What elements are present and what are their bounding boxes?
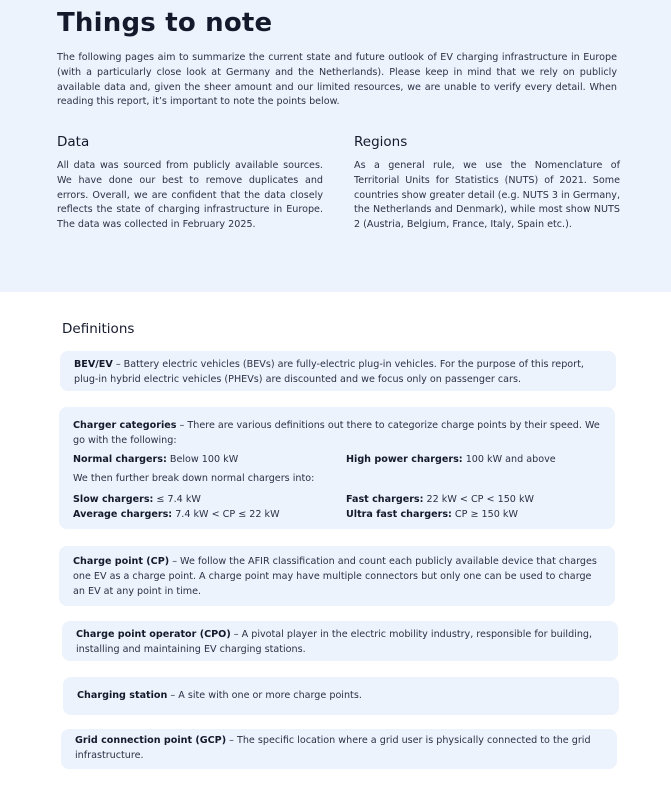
- definition-text: – Battery electric vehicles (BEVs) are fully-electric plug-in vehicles. For the purpose of this report, plug-in hybrid electric vehicles (PHEVs) are discounted and we focus only on passenger cars.: [74, 359, 584, 385]
- definition-text: – The specific location where a grid user is physically connected to the grid infrastructure.: [75, 735, 591, 761]
- definition-term: Charge point operator (CPO): [76, 629, 231, 640]
- definition-term: Charger categories: [73, 420, 177, 431]
- definition-text: – A site with one or more charge points.: [167, 690, 362, 701]
- regions-heading: Regions: [354, 134, 408, 150]
- definition-card-charger-categories: [59, 407, 615, 529]
- page-title: Things to note: [57, 8, 273, 38]
- definition-card-bev: [60, 351, 616, 391]
- data-heading: Data: [57, 134, 90, 150]
- definition-text: – A pivotal player in the electric mobility industry, responsible for building, installing and maintaining EV charging stations.: [76, 629, 593, 655]
- data-paragraph: All data was sourced from publicly available sources. We have done our best to remove duplicates and errors. Overall, we are confident that the data closely reflects the state of charging infrastructure in Europe. The data was collected in February 2025.: [57, 160, 323, 231]
- normal-chargers: Normal chargers: Below 100 kW: [73, 454, 239, 465]
- slow-chargers: Slow chargers: ≤ 7.4 kW: [73, 494, 201, 505]
- definition-card-charge-point: [59, 546, 615, 606]
- definition-term: Charging station: [77, 690, 168, 701]
- regions-paragraph: As a general rule, we use the Nomenclature of Territorial Units for Statistics (NUTS) of 2021. Some countries show greater detail (e.g. NUTS 3 in Germany, the Netherlands and Denmark), while most show NUTS 2 (Austria, Belgium, France, Italy, Spain etc.).: [354, 160, 620, 231]
- intro-paragraph: The following pages aim to summarize the current state and future outlook of EV charging infrastructure in Europe (with a particularly close look at Germany and the Netherlands). Please keep in mind that we rely on publicly available data and, given the sheer amount and our limited resources, we are unable to verify every detail. When reading this report, it’s important to note the points below.: [57, 52, 617, 108]
- definition-term: BEV/EV: [74, 359, 113, 370]
- average-chargers: Average chargers: 7.4 kW < CP ≤ 22 kW: [73, 509, 280, 520]
- definition-term: Grid connection point (GCP): [75, 735, 227, 746]
- definitions-heading: Definitions: [62, 321, 135, 337]
- fast-chargers: Fast chargers: 22 kW < CP < 150 kW: [346, 494, 534, 505]
- definition-card-charging-station: [63, 677, 619, 715]
- high-power-chargers: High power chargers: 100 kW and above: [346, 454, 556, 465]
- definition-text: – We follow the AFIR classification and count each publicly available device that charges one EV as a charge point. A charge point may have multiple connectors but only one can be used to charge an EV at any point in time.: [73, 556, 597, 597]
- definition-card-cpo: [62, 621, 618, 661]
- breakdown-text: We then further break down normal chargers into:: [73, 473, 315, 484]
- ultra-fast-chargers: Ultra fast chargers: CP ≥ 150 kW: [346, 509, 518, 520]
- intro-panel: [0, 0, 671, 292]
- definition-term: Charge point (CP): [73, 556, 170, 567]
- definition-card-gcp: [61, 729, 617, 769]
- definition-text: – There are various definitions out there to categorize charge points by their speed. We go with the following:: [73, 420, 600, 446]
